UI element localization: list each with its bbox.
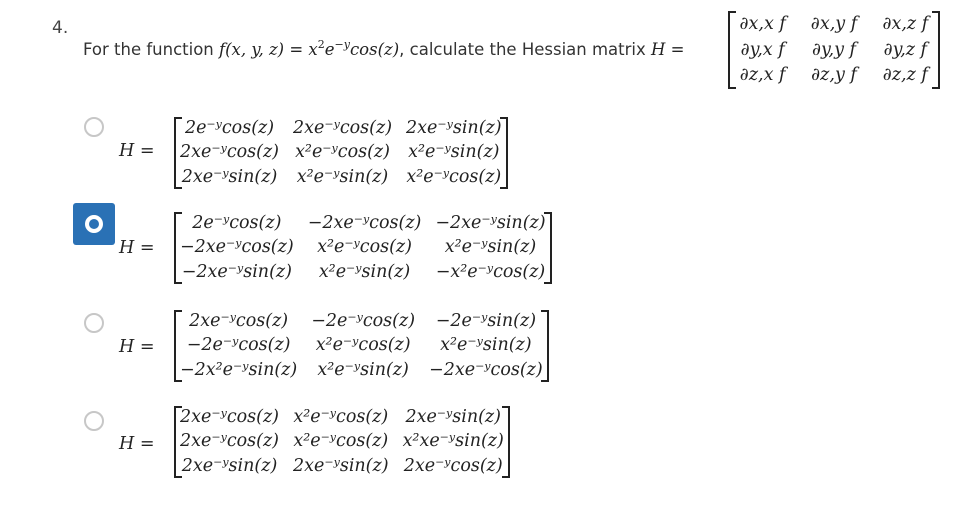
hessian-entry: ∂x,x f	[739, 14, 786, 34]
hessian-entry: ∂z,y f	[811, 65, 857, 86]
matrix-entry: 2xe⁻ʸcos(z)	[403, 455, 503, 476]
option-1-matrix	[174, 117, 508, 189]
matrix-entry: x²e⁻ʸcos(z)	[406, 166, 502, 187]
matrix-entry: 2xe⁻ʸcos(z)	[180, 407, 280, 427]
option-2-label: H =	[119, 238, 155, 258]
option-3-matrix	[174, 310, 549, 382]
option-2-matrix	[174, 212, 552, 284]
matrix-entry: 2xe⁻ʸcos(z)	[180, 142, 280, 163]
hessian-entry: ∂x,z f	[882, 14, 929, 34]
matrix-entry: 2e⁻ʸcos(z)	[192, 213, 282, 233]
hessian-entry: ∂z,z f	[882, 65, 928, 86]
matrix-entry: 2xe⁻ʸsin(z)	[406, 118, 502, 138]
option-2-radio[interactable]	[73, 203, 115, 245]
prompt-prefix: For the function	[83, 40, 214, 59]
matrix-entry: 2xe⁻ʸcos(z)	[293, 118, 393, 138]
matrix-entry: 2xe⁻ʸsin(z)	[181, 455, 278, 476]
option-4-label: H =	[119, 434, 155, 454]
matrix-entry: x²e⁻ʸsin(z)	[444, 237, 537, 258]
matrix-entry: x²e⁻ʸsin(z)	[318, 261, 411, 282]
matrix-entry: −2e⁻ʸsin(z)	[435, 311, 537, 331]
option-3-radio[interactable]	[84, 313, 104, 333]
hessian-entry: ∂x,y f	[810, 14, 858, 34]
matrix-entry: x²e⁻ʸcos(z)	[317, 237, 412, 258]
matrix-entry: −2xe⁻ʸcos(z)	[180, 237, 294, 258]
matrix-entry: x²xe⁻ʸsin(z)	[402, 431, 504, 452]
hessian-entry: ∂y,z f	[883, 39, 928, 60]
matrix-entry: x²e⁻ʸsin(z)	[296, 166, 389, 187]
question-number: 4.	[52, 18, 69, 38]
option-1-label: H =	[119, 141, 155, 161]
matrix-entry: x²e⁻ʸcos(z)	[293, 407, 389, 427]
hessian-label: H =	[651, 40, 685, 59]
matrix-entry: 2xe⁻ʸcos(z)	[180, 431, 280, 452]
matrix-entry: −2e⁻ʸcos(z)	[186, 335, 291, 356]
option-1-radio[interactable]	[84, 117, 104, 137]
matrix-entry: x²e⁻ʸcos(z)	[293, 431, 389, 452]
matrix-entry: x²e⁻ʸsin(z)	[440, 335, 532, 356]
matrix-entry: −2xe⁻ʸcos(z)	[307, 213, 422, 233]
question-prompt	[83, 40, 684, 59]
matrix-entry: x²e⁻ʸsin(z)	[317, 359, 409, 380]
matrix-entry: 2xe⁻ʸsin(z)	[405, 407, 501, 427]
option-3-label: H =	[119, 337, 155, 357]
matrix-entry: 2xe⁻ʸsin(z)	[181, 166, 278, 187]
matrix-entry: −2xe⁻ʸsin(z)	[435, 213, 546, 233]
hessian-entry: ∂z,x f	[739, 65, 786, 86]
hessian-entry: ∂y,x f	[740, 39, 785, 60]
matrix-entry: 2xe⁻ʸcos(z)	[189, 311, 289, 331]
hessian-entry: ∂y,y f	[811, 39, 857, 60]
hessian-definition-matrix	[728, 11, 940, 89]
option-4-radio[interactable]	[84, 411, 104, 431]
radio-selected-icon	[83, 213, 105, 235]
matrix-entry: 2xe⁻ʸsin(z)	[293, 455, 389, 476]
matrix-entry: −2e⁻ʸcos(z)	[311, 311, 416, 331]
matrix-entry: x²e⁻ʸsin(z)	[408, 142, 500, 163]
matrix-entry: −2x²e⁻ʸsin(z)	[180, 359, 298, 380]
matrix-entry: −2xe⁻ʸcos(z)	[429, 359, 543, 380]
matrix-entry: 2e⁻ʸcos(z)	[184, 118, 275, 138]
option-4-matrix	[174, 406, 510, 478]
matrix-entry: −x²e⁻ʸcos(z)	[435, 261, 546, 282]
prompt-suffix: , calculate the Hessian matrix	[399, 40, 646, 59]
function-definition: f(x, y, $z) = x^2e^{-y}\cos(z)$	[219, 38, 400, 59]
matrix-entry: −2xe⁻ʸsin(z)	[181, 261, 292, 282]
matrix-entry: x²e⁻ʸcos(z)	[295, 142, 390, 163]
matrix-entry: x²e⁻ʸcos(z)	[315, 335, 411, 356]
